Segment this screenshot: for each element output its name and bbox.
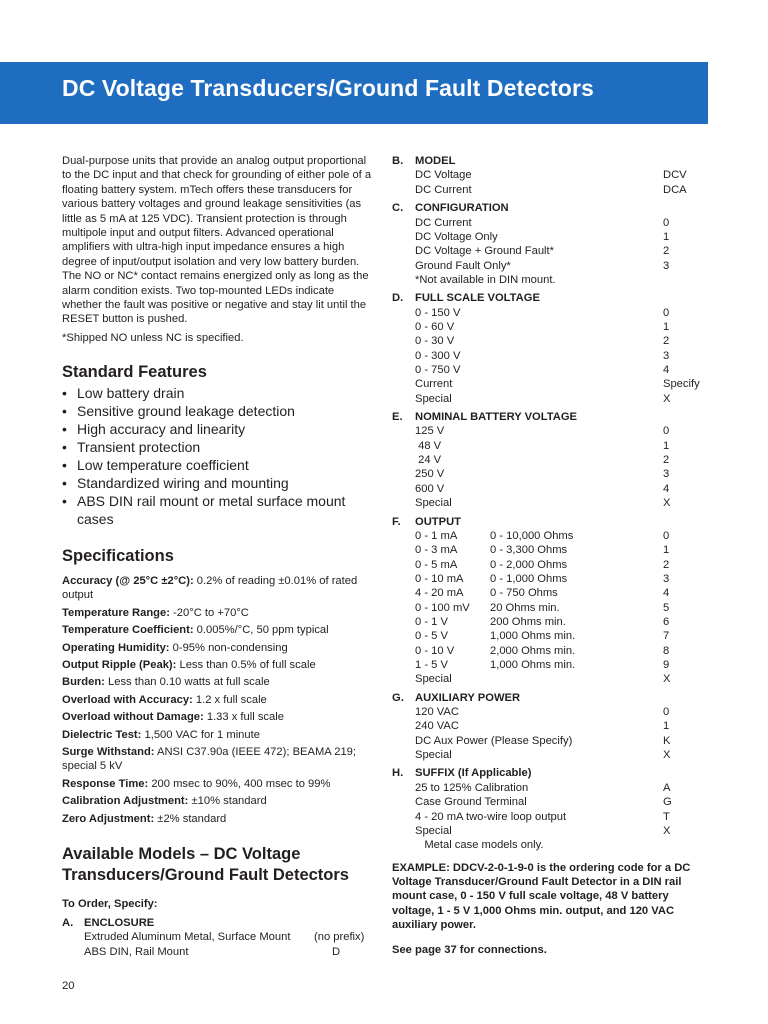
option-section [392,691,712,763]
option-row [392,244,712,258]
option-row [392,586,712,600]
option-code: 7 [663,630,670,643]
option-note: Metal case models only. [415,839,544,852]
option-label: Special [415,497,452,510]
section-letter: H. [392,767,404,780]
option-row [392,601,712,615]
option-code: 4 [663,364,670,376]
option-code: 2 [663,245,670,258]
option-label: 4 - 20 mA two-wire loop output [415,810,567,823]
option-load: 0 - 3,300 Ohms [490,544,568,557]
section-letter: F. [392,515,401,528]
enclosure-name: Extruded Aluminum Metal, Surface Mount [84,931,291,944]
right-column [392,154,712,967]
option-label: 0 - 30 V [415,335,455,348]
option-code: 0 [663,216,670,229]
option-label: DC Voltage + Ground Fault* [415,245,554,258]
option-code: X [663,497,671,510]
option-label: Current [415,378,453,391]
option-load: 0 - 10,000 Ohms [490,529,574,542]
option-label: Special [415,824,452,837]
option-code: DCA [663,183,687,196]
option-row [392,781,712,795]
option-load: 1,000 Ohms min. [490,630,576,643]
section-title: SUFFIX (If Applicable) [415,767,532,780]
option-label: 120 VAC [415,706,459,719]
spec-item [62,606,374,620]
spec-value: 0-95% non-condensing [169,641,288,654]
spec-label: Surge Withstand: [62,745,155,758]
option-code: X [663,749,671,762]
option-row [392,453,712,467]
option-heading [392,515,712,529]
spec-value: 0.2% of reading ±0.01% of rated output [62,574,358,602]
option-code: X [663,673,671,686]
spec-value: -20°C to +70°C [169,606,249,619]
option-row [392,320,712,334]
ordering-options [392,154,712,853]
features-heading: Standard Features [62,362,207,381]
option-code: K [663,734,671,747]
option-load: 2,000 Ohms min. [490,644,576,657]
section-title: AUXILIARY POWER [415,691,521,704]
option-code: 0 [663,306,670,319]
enclosure-code: D [332,945,341,958]
option-row [392,529,712,543]
left-column [62,154,374,959]
option-code: G [663,796,672,809]
option-code: 5 [663,601,670,614]
option-label: Ground Fault Only* [415,259,511,272]
spec-value: 0.005%/°C, 50 ppm typical [193,624,329,637]
option-heading [392,410,712,424]
feature-item: • Sensitive ground leakage detection [62,402,374,420]
see-page-note: See page 37 for connections. [392,943,547,956]
feature-item: • Low temperature coefficient [62,456,374,474]
option-label: 0 - 100 mV [415,601,470,614]
option-load: 200 Ohms min. [490,615,566,628]
option-row [392,543,712,557]
option-label: 0 - 750 V [415,364,461,376]
intro-paragraph: Dual-purpose units that provide an analog output proportional to the DC input and that check for grounding of either pole of a floating battery system. mTech offers these transducers for various battery voltages and ground leakage sensitivities (as little as 5 mA at 125 VDC). Transient protection is through multipole input and output filters. Advanced operational amplifiers with ultra-high input impedance ensures a high degree of input/output isolation and very low battery burden. The NO or NC* contact remains energized only as long as the alarm condition exists. Two top-mounted LEDs indicate whether the fault was positive or negative and stay lit until the RESET button is pushed. [62,155,372,326]
option-label: Special [415,749,452,762]
spec-item [62,623,374,637]
spec-item [62,728,374,742]
page-number: 20 [62,980,75,992]
option-code: 3 [663,572,670,585]
option-label: 24 V [415,454,442,467]
features-list [62,384,374,528]
option-label: 0 - 5 mA [415,558,458,571]
option-load: 0 - 1,000 Ohms [490,572,568,585]
option-code: 4 [663,482,670,495]
option-code: Specify [663,378,700,391]
spec-item [62,812,374,826]
option-load: 1,000 Ohms min. [490,659,576,671]
title-banner [0,62,708,124]
option-row [392,615,712,629]
section-letter: G. [392,691,404,704]
spec-item [62,574,374,603]
option-row [392,644,712,658]
option-code: 2 [663,335,670,348]
option-label: DC Current [415,183,472,196]
option-row [392,168,712,182]
option-code: 9 [663,659,670,671]
option-code: X [663,392,671,405]
page-title: DC Voltage Transducers/Ground Fault Detectors [62,75,594,101]
spec-value: 1.33 x full scale [203,711,284,724]
option-row [392,482,712,496]
order-label: To Order, Specify: [62,897,158,910]
option-label: DC Current [415,216,472,229]
spec-item [62,794,374,808]
option-code: 6 [663,615,670,628]
option-heading [392,691,712,705]
option-code: 1 [663,544,670,557]
option-row [392,424,712,438]
spec-value: Less than 0.5% of full scale [176,658,316,671]
option-row [392,467,712,481]
feature-item: • Low battery drain [62,384,374,402]
option-row [392,572,712,586]
option-label: Special [415,392,452,405]
feature-item: • Transient protection [62,438,374,456]
option-row [392,672,712,686]
section-title: MODEL [415,155,456,167]
option-row [392,183,712,197]
option-row [392,629,712,643]
ordering-example: EXAMPLE: DDCV-2-0-1-9-0 is the ordering code for a DC Voltage Transducer/Ground Fault Detector in a DIN rail mount case, 0 - 150 V full scale voltage, 48 V battery voltage, 1 - 5 V 1,000 Ohms min. output, and 120 VAC auxiliary power. [392,861,691,932]
option-label: DC Voltage [415,169,472,182]
option-row [392,230,712,244]
option-row [392,216,712,230]
feature-item: • High accuracy and linearity [62,420,374,438]
enclosure-heading [62,916,374,930]
option-label: 600 V [415,482,445,495]
option-code: X [663,824,671,837]
enclosure-section [62,916,374,959]
option-label: 0 - 10 V [415,644,455,657]
intro-note: *Shipped NO unless NC is specified. [62,331,244,344]
spec-item [62,675,374,689]
option-label: 125 V [415,425,445,438]
option-code: 1 [663,439,670,452]
option-code: 1 [663,230,670,243]
specifications-list [62,574,374,826]
option-code: A [663,781,671,794]
section-title: OUTPUT [415,515,461,528]
option-code: 8 [663,644,670,657]
option-row [392,734,712,748]
spec-label: Temperature Coefficient: [62,624,194,637]
section-letter: B. [392,155,404,167]
option-label: Case Ground Terminal [415,796,527,809]
option-code: DCV [663,169,687,182]
option-label: 250 V [415,468,445,481]
spec-label: Burden: [62,676,105,689]
spec-value: 1,500 VAC for 1 minute [141,728,260,741]
spec-value: 200 msec to 90%, 400 msec to 99% [148,777,331,790]
spec-label: Overload with Accuracy: [62,693,193,706]
option-label: 0 - 1 V [415,615,448,628]
spec-item [62,693,374,707]
option-section [392,515,712,687]
option-label: Special [415,673,452,686]
section-title: NOMINAL BATTERY VOLTAGE [415,411,578,424]
models-heading: Available Models – DC Voltage Transducers/Ground Fault Detectors [62,844,349,884]
option-code: 3 [663,259,670,272]
spec-value: ±10% standard [188,795,267,808]
option-label: 0 - 300 V [415,349,461,362]
specifications-heading: Specifications [62,546,174,565]
option-load: 0 - 2,000 Ohms [490,558,568,571]
option-heading [392,154,712,168]
option-row [392,392,712,406]
section-letter: A. [62,916,74,929]
option-code: 1 [663,320,670,333]
option-row [392,363,712,377]
spec-label: Overload without Damage: [62,711,204,724]
option-section [392,201,712,287]
option-label: 4 - 20 mA [415,587,464,600]
option-row [392,824,712,838]
section-title: FULL SCALE VOLTAGE [415,292,540,305]
option-code: 0 [663,529,670,542]
option-label: 240 VAC [415,720,459,733]
section-title: CONFIGURATION [415,202,509,215]
spec-item [62,777,374,791]
spec-value: ANSI C37.90a (IEEE 472); BEAMA 219; special 5 kV [62,745,356,773]
option-row [392,795,712,809]
option-row [392,558,712,572]
spec-label: Response Time: [62,777,149,790]
option-row [392,810,712,824]
option-label: 48 V [415,439,442,452]
option-label: DC Aux Power (Please Specify) [415,734,573,747]
spec-item [62,641,374,655]
spec-label: Calibration Adjustment: [62,795,189,808]
option-heading [392,291,712,305]
option-row [392,377,712,391]
option-row [392,658,712,672]
option-row [392,334,712,348]
option-load: 0 - 750 Ohms [490,587,558,600]
option-row [392,439,712,453]
option-label: 0 - 150 V [415,306,461,319]
spec-label: Output Ripple (Peak): [62,658,177,671]
option-section [392,766,712,852]
feature-item: • ABS DIN rail mount or metal surface mount cases [62,492,374,528]
option-row [392,719,712,733]
option-code: 2 [663,558,670,571]
option-label: 0 - 1 mA [415,529,458,542]
option-code: 3 [663,468,670,481]
option-section [392,154,712,197]
option-row [392,748,712,762]
option-row [392,259,712,273]
option-row [392,705,712,719]
spec-value: ±2% standard [154,812,227,825]
section-letter: D. [392,292,404,305]
section-letter: E. [392,411,403,424]
option-row [392,306,712,320]
option-heading [392,201,712,215]
enclosure-name: ABS DIN, Rail Mount [84,945,189,958]
spec-label: Zero Adjustment: [62,812,155,825]
option-row [392,496,712,510]
spec-label: Temperature Range: [62,606,170,619]
spec-label: Accuracy (@ 25°C ±2°C): [62,574,194,587]
option-label: 25 to 125% Calibration [415,781,529,794]
spec-item [62,658,374,672]
option-row [392,349,712,363]
option-label: 0 - 60 V [415,320,455,333]
option-load: 20 Ohms min. [490,601,560,614]
option-code: 0 [663,425,670,438]
spec-item [62,710,374,724]
option-label: 0 - 3 mA [415,544,458,557]
enclosure-row [62,930,374,944]
option-note: *Not available in DIN mount. [415,273,556,286]
option-section [392,410,712,510]
option-label: 0 - 5 V [415,630,448,643]
option-code: 1 [663,720,670,733]
option-label: DC Voltage Only [415,230,498,243]
spec-label: Dielectric Test: [62,728,142,741]
spec-label: Operating Humidity: [62,641,170,654]
option-code: 4 [663,587,670,600]
option-section [392,291,712,406]
option-code: 2 [663,454,670,467]
option-code: 3 [663,349,670,362]
enclosure-row [62,945,374,959]
enclosure-code: (no prefix) [314,931,365,944]
section-title: ENCLOSURE [84,916,155,929]
option-label: 0 - 10 mA [415,572,464,585]
option-code: T [663,810,670,823]
spec-value: 1.2 x full scale [192,693,267,706]
spec-value: Less than 0.10 watts at full scale [104,676,270,689]
section-letter: C. [392,202,404,215]
option-label: 1 - 5 V [415,659,448,671]
option-code: 0 [663,706,670,719]
spec-item [62,745,374,774]
option-heading [392,766,712,780]
feature-item: • Standardized wiring and mounting [62,474,374,492]
